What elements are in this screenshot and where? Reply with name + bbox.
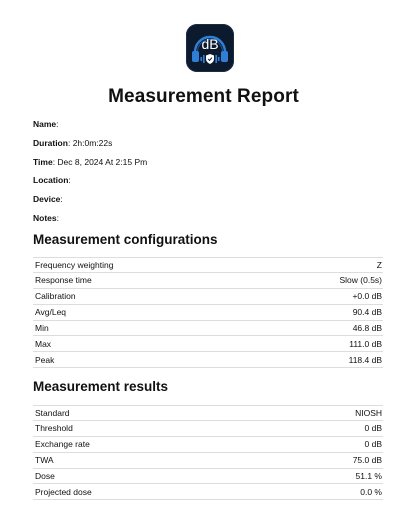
row-value: 46.8 dB [352,323,382,333]
configurations-table [33,257,383,368]
table-row [33,273,383,289]
row-label: Projected dose [35,486,92,497]
meta-value: 2h:0m:22s [72,137,113,148]
row-value: 75.0 dB [352,455,382,466]
row-value: 90.4 dB [352,307,382,318]
row-label: Dose [35,471,55,481]
row-value: Z [376,259,382,270]
table-row [33,469,383,485]
meta-label: Device [33,194,61,205]
meta-name: Name: [33,119,59,129]
meta-label: Location [33,175,69,186]
row-label: Max [35,338,52,349]
app-logo-icon [186,24,234,72]
row-value: 111.0 dB [349,338,382,349]
meta-time: Time: Dec 8, 2024 At 2:15 Pm [33,156,148,167]
table-row [33,257,383,273]
row-label: Standard [35,407,70,418]
meta-device: Device: [33,194,63,205]
row-value: +0.0 dB [352,291,382,302]
row-label: Avg/Leq [35,307,67,318]
row-value: Slow (0.5s) [339,275,382,286]
meta-value: Dec 8, 2024 At 2:15 Pm [57,156,148,167]
row-label: Frequency weighting [35,259,114,270]
meta-label: Time [33,156,53,167]
table-row [33,305,383,321]
row-label: Min [35,323,49,333]
row-value: 51.1 % [355,471,382,481]
meta-label: Name [33,119,57,129]
row-label: Response time [35,275,92,286]
configurations-title: Measurement configurations [33,232,218,247]
row-label: Threshold [35,423,73,434]
table-row [33,352,383,368]
table-row [33,321,383,337]
meta-location: Location: [33,175,71,186]
meta-notes: Notes: [33,212,59,223]
meta-label: Duration [33,137,68,148]
logo-text: dB [201,36,219,52]
table-row [33,336,383,352]
table-row [33,421,383,437]
row-label: Exchange rate [35,439,90,450]
row-value: 118.4 dB [348,354,382,365]
row-label: TWA [35,455,54,466]
table-row [33,453,383,469]
meta-label: Notes [33,212,57,223]
row-value: NIOSH [355,407,382,418]
table-row [33,437,383,453]
report-meta [33,118,383,231]
report-title: Measurement Report [108,86,299,107]
meta-duration: Duration: 2h:0m:22s [33,137,113,148]
row-label: Calibration [35,291,76,302]
table-row [33,405,383,421]
results-table [33,405,383,500]
table-row [33,289,383,305]
row-value: 0 dB [364,439,382,450]
results-title: Measurement results [33,379,169,394]
row-value: 0.0 % [360,486,382,497]
row-value: 0 dB [364,423,382,434]
row-label: Peak [35,354,55,365]
table-row [33,484,383,500]
